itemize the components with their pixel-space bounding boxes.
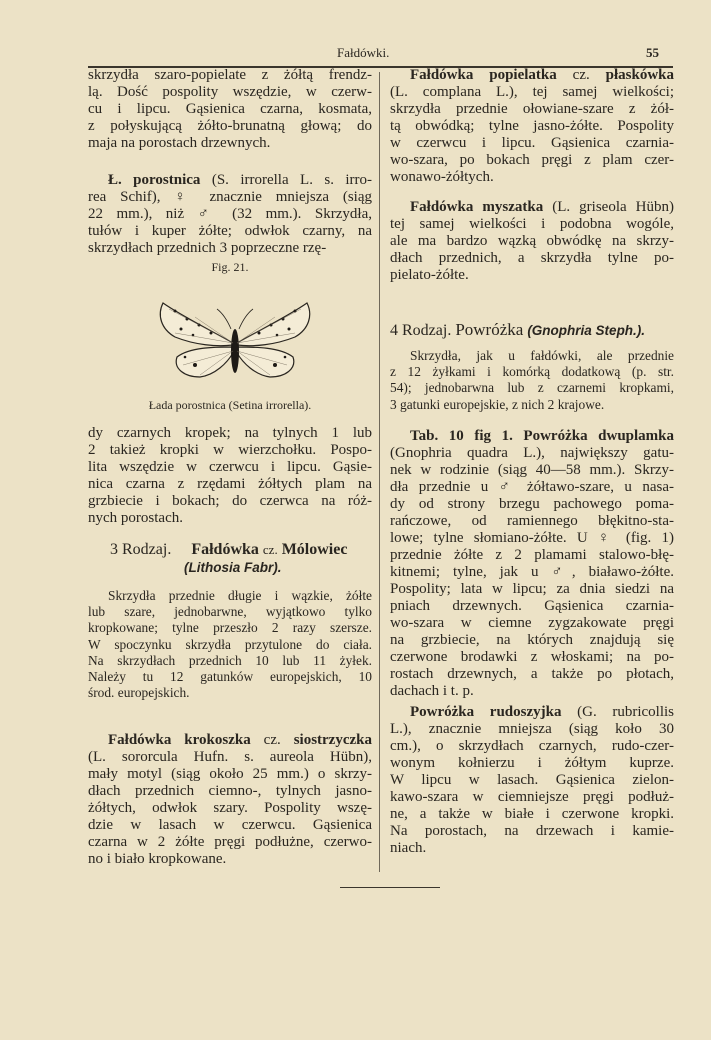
end-rule [340, 887, 440, 888]
genus-description [88, 588, 372, 701]
text-line: 2 takież kropki w wierzchołku. Pospo- [88, 442, 372, 458]
text-line: (L. sororcula Hufn. s. aureola Hübn), [88, 749, 372, 765]
text-line: Fałdówka krokoszka cz. siostrzyczka [108, 732, 372, 748]
text-line: tą obwódką; tylne jasno-żółte. Pospolity [390, 118, 674, 134]
text-line: w czerwcu i lipcu. Gąsienica czarnia- [390, 135, 674, 151]
paragraph-gnophria-rubricollis [390, 704, 674, 857]
species-name: Powróżka dwuplamka [523, 428, 675, 444]
text-line: Fałdówka popielatka cz. płaskówka [410, 67, 674, 83]
text-line: pielato-żółte. [390, 267, 469, 283]
genus-heading-4 [390, 320, 645, 340]
text-line: Fałdówka myszatka (L. griseola Hübn) [410, 199, 674, 215]
text-line: dachach i t. p. [390, 683, 474, 699]
genus-alt-name: Mólowiec [281, 541, 348, 558]
text-line: wo-szara, po bokach pręgi z plam czer- [390, 152, 674, 168]
text-line: Na porostach, na drzewach i kamie- [390, 823, 674, 839]
text-line: cm.), o skrzydłach czarnych, rudo-czer- [390, 738, 674, 754]
text-line: lowe; tylne słomiano-żółte. U ♀ (fig. 1) [390, 530, 674, 546]
text-line: dy od strony brzegu pachowego poma- [390, 496, 674, 512]
paragraph-lithosia-sororcula [88, 732, 372, 868]
paragraph [88, 425, 372, 527]
text-line: z 12 żyłkami i komórką dodatkową (p. str. [390, 364, 674, 380]
text-line: mały motyl (siąg około 25 mm.) o skrzy- [88, 766, 372, 782]
text-line: (Gnophria quadra L.), największy gatu- [390, 445, 674, 461]
figure-label: Fig. 21. [211, 260, 249, 274]
text-line: tułów i kuper żółte; odwłok czarny, na [88, 223, 372, 239]
text-line: środ. europejskich. [88, 685, 190, 701]
species-name: Ł. porostnica [108, 172, 201, 188]
text-line: na grzbiecie, na których znajdują się [390, 632, 674, 648]
paragraph-gnophria-quadra [390, 428, 674, 700]
text-line: dłach przednich, a skrzydła tylne po- [390, 250, 674, 266]
species-name: płaskówka [605, 67, 674, 83]
moth-illustration [155, 295, 315, 387]
text-line: W lipcu w lasach. Gąsienica zielon- [390, 772, 674, 788]
text-line: dy czarnych kropek; na tylnych 1 lub [88, 425, 372, 441]
species-name: siostrzyczka [293, 732, 372, 748]
text-line: dła przednie u ♂ żółtawo-szare, u nasa- [390, 479, 674, 495]
genus-name: Powróżka [455, 320, 524, 339]
text-line: Ł. porostnica (S. irrorella L. s. irro- [108, 172, 373, 188]
text-line: no i biało kropkowane. [88, 851, 227, 867]
text-line: 22 mm.), niż ♂ (32 mm.). Skrzydła, [88, 206, 372, 222]
genus-number: 3 Rodzaj. [110, 541, 172, 558]
paragraph-lithosia-complana [390, 67, 674, 186]
text-line: Skrzydła przednie długie i wązkie, żółte [108, 588, 372, 603]
text-line: L.), znacznie mniejsza (siąg koło 30 [390, 721, 674, 737]
species-name: Fałdówka popielatka [410, 67, 557, 83]
text-line: niach. [390, 840, 427, 856]
text-line: grzbiecie i bokach; do czerwca na róż- [88, 493, 372, 509]
text-line: wonawo-żółtych. [390, 169, 494, 185]
text-line: ale ma bardzo wązką obwódkę na skrzy- [390, 233, 674, 249]
text-line: żółtych, odwłok szary. Pospolity wszę- [88, 800, 372, 816]
species-name: Tab. 10 fig 1. [410, 428, 513, 444]
text-line: dzie w lasach w czerwcu. Gąsienica [88, 817, 372, 833]
genus-description [390, 348, 674, 413]
text-line: Należy tu 12 gatunków europejskich, 10 [88, 668, 372, 684]
genus-latin: (Gnophria Steph.). [527, 323, 646, 338]
text-line: tej samej wielkości i podobna wogóle, [390, 216, 674, 232]
text-line: rańczowe, od ramiennego błękitno-sta- [390, 513, 674, 529]
text-line: pniach drzewnych. Gąsienica czarnia- [390, 598, 674, 614]
text-line: Powróżka rudoszyjka (G. rubricollis [410, 704, 675, 720]
species-name: Fałdówka myszatka [410, 199, 544, 215]
text-line: czerwone brodawki z włoskami; na po- [390, 649, 674, 665]
text-line [390, 428, 674, 445]
column-divider [379, 72, 380, 872]
text-line: wonym kołnierzu i żółtym kuprze. [390, 755, 674, 771]
text-line: nych porostach. [88, 510, 183, 526]
text-line: W spoczynku skrzydła przytulone do ciała. [88, 636, 372, 652]
text-line: Na skrzydłach przednich 10 lub 11 żyłek. [88, 652, 372, 668]
text-line: z połyskującą żółto-brunatną głową; do [88, 118, 372, 134]
genus-latin: (Lithosia Fabr). [184, 560, 282, 575]
running-title: Fałdówki. [337, 45, 390, 60]
text-line: skrzydła przednie ołowiane-szare z żół- [390, 101, 674, 117]
text-line: (L. complana L.), tej samej wielkości; [390, 84, 674, 100]
text-line: lą. Dość pospolity wszędzie, w czerw- [88, 84, 372, 100]
species-name: Fałdówka krokoszka [108, 732, 251, 748]
text-line: ne, a także w białe i czerwone kropki. [390, 806, 674, 822]
text-line: przednie żółte z 2 plamami stalowo-błę- [390, 547, 674, 563]
text-line: cu i lipcu. Gąsienica czarna, kosmata, [88, 101, 372, 117]
page-number: 55 [646, 45, 659, 60]
text-line: maja na porostach drzewnych. [88, 135, 271, 151]
genus-cz: cz. [262, 542, 278, 557]
paragraph-setina-irrorella [88, 172, 372, 257]
text-line: czarna w 2 żółte pręgi podłużne, czerwo- [88, 834, 372, 850]
text-line: dłach przednich ciemno-, tylnych jasno- [88, 783, 372, 799]
genus-name: Fałdówka [191, 541, 259, 558]
text-line: 3 gatunki europejskie, z nich 2 krajowe. [390, 396, 605, 412]
text-line: nica czarna z rzędami żółtych plam na [88, 476, 372, 492]
text-line: Skrzydła, jak u fałdówki, ale przednie [410, 348, 674, 363]
text-line: lub szare, jednobarwne, wyjątkowo tylko [88, 604, 372, 620]
text-line: Pospolity; lata w lipcu; za dnia siedzi na [390, 581, 674, 597]
text-line: lita wszędzie w czerwcu i lipcu. Gąsie- [88, 459, 372, 475]
text-line: kropkowane; tylne przeszło 2 razy szersze. [88, 620, 372, 636]
text-line: 54); jednobarwna lub z czarnemi kropkami, [390, 380, 674, 396]
genus-number: 4 Rodzaj. [390, 322, 452, 339]
text-line: kawo-szara w ciemniejsze pręgi podłuż- [390, 789, 674, 805]
figure-caption: Łada porostnica (Setina irrorella). [148, 398, 312, 412]
text-line: rostach drzewnych, a także po płotach, [390, 666, 674, 682]
paragraph-lithosia-griseola [390, 199, 674, 284]
text-line: rea Schif), ♀ znacznie mniejsza (siąg [88, 189, 372, 205]
text-line: skrzydłach przednich 3 poprzeczne rzę- [88, 240, 327, 256]
text-line: skrzydła szaro-popielate z żółtą frendz- [88, 67, 372, 83]
text-line: wo-szara w ciemne zygzakowate pręgi [390, 615, 674, 631]
text-line: nek w rodzinie (siąg 40—58 mm.). Skrzy- [390, 462, 674, 478]
text-line: kitnemi; tylne, jak u ♂, białawo-żółte. [390, 564, 674, 580]
paragraph [88, 67, 372, 152]
genus-heading-3 [110, 541, 347, 559]
species-name: Powróżka rudoszyjka [410, 704, 562, 720]
